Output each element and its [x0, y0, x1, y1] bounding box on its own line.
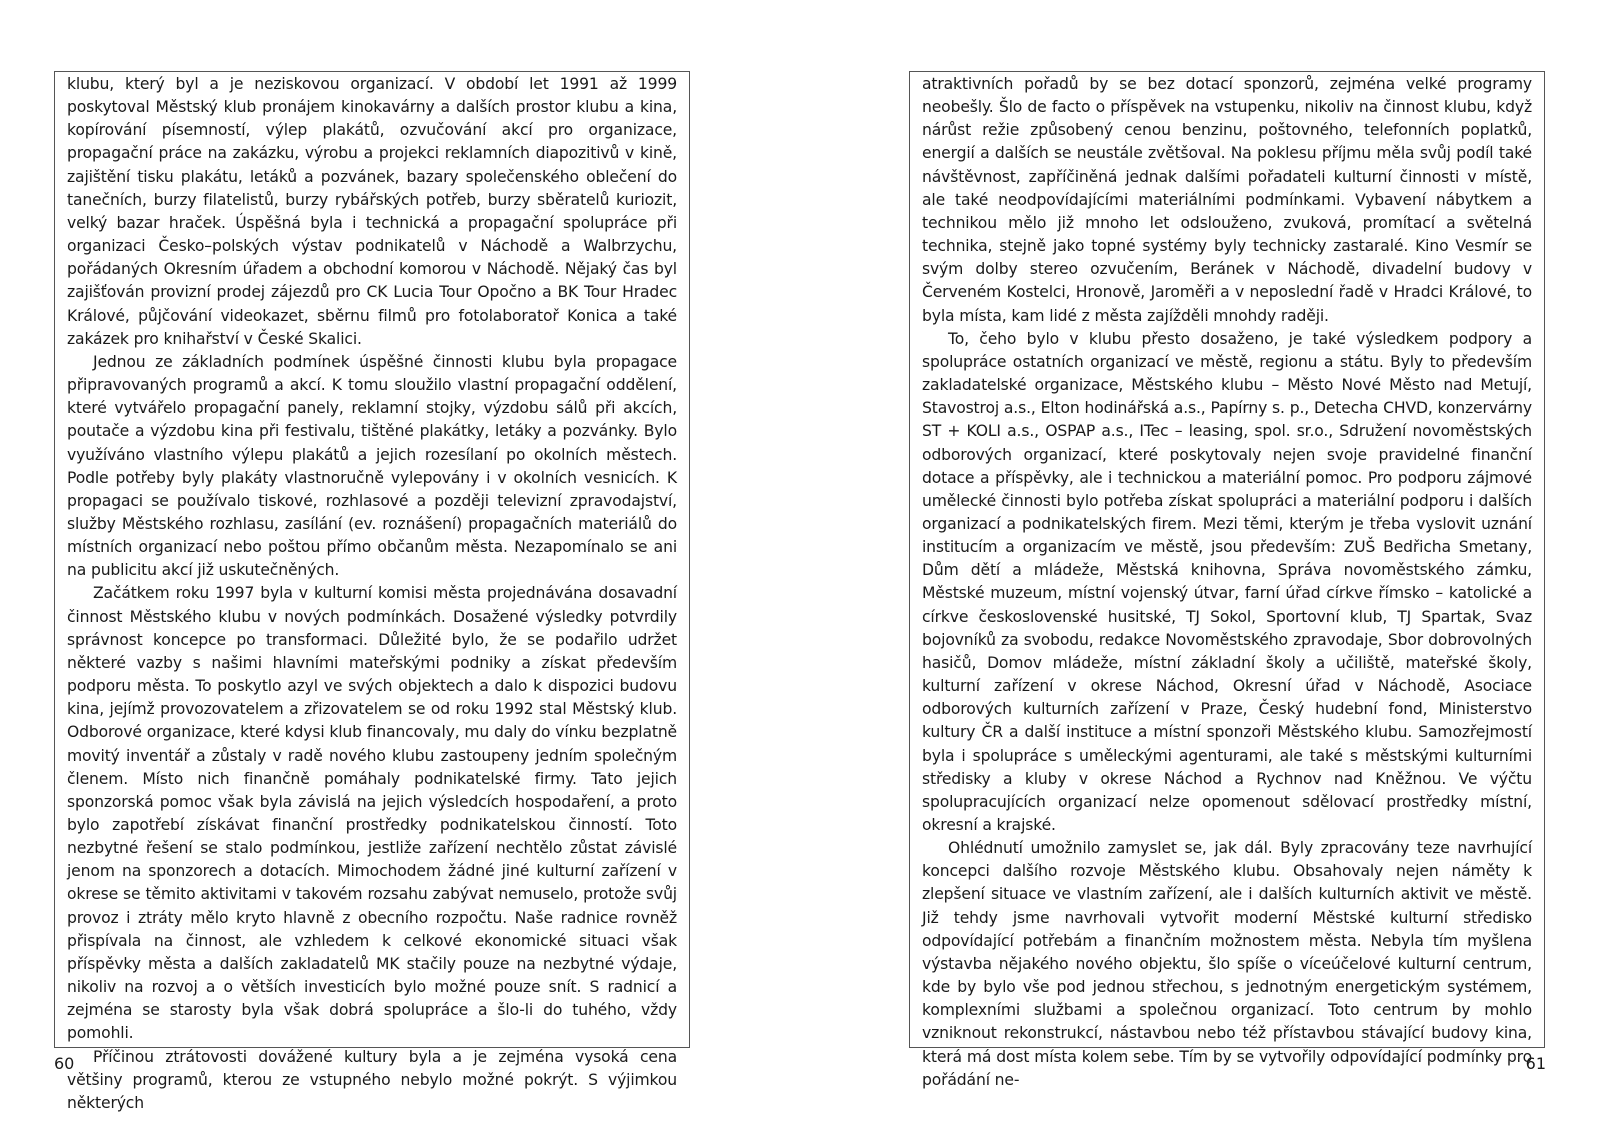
left-paragraph-2: Jednou ze základních podmínek úspěšné činnosti klubu byla propagace připravovaných programů a akcí. K tomu sloužilo vlastní propagační oddělení, které vytvářelo propagační panely, reklamní stojky, výzdobu sálů při akcích, poutače a výzdobu kina při festivalu, tištěné plakátky, letáky a pozvánky. Bylo využíváno vlastního výlepu plakátů a jejich rozesílaní po okolních městech. Podle potřeby byly plakáty vlastnoručně vylepovány i v okolních vesnicích. K propagaci se používalo tiskové, rozhlasové a později televizní zpravodajství, služby Městského rozhlasu, zasílání (ev. roznášení) propagačních materiálů do místních organizací nebo poštou přímo občanům města. Nezapomínalo se ani na publicitu akcí již uskutečněných.: [67, 352, 677, 580]
right-paragraph-1: atraktivních pořadů by se bez dotací sponzorů, zejména velké programy neobešly. Šlo de facto o příspěvek na vstupenku, nikoliv na činnost klubu, když nárůst režie způsobený cenou benzinu, poštovného, telefonních poplatků, energií a dalších se neustále zvětšoval. Na poklesu příjmu měla svůj podíl také návštěvnost, zapříčiněná jednak dalšími pořadateli kulturní činnosti v místě, ale také neodpovídajícími materiálními podmínkami. Vybavení nábytkem a technikou mělo již mnoho let odslouženo, zvuková, promítací a světelná technika, stejně jako topné systémy byly technicky zastaralé. Kino Vesmír se svým dolby stereo ozvučením, Beránek v Náchodě, divadelní budovy v Červeném Kostelci, Hronově, Jaroměři a v neposlední řadě v Hradci Králové, to byla místa, kam lidé z města zajížděli mnohdy raději.: [922, 75, 1532, 325]
right-paragraph-2: To, čeho bylo v klubu přesto dosaženo, je také výsledkem podpory a spolupráce ostatních organizací ve městě, regionu a státu. Byly to především zakladatelské organizace, Městského klubu – Město Nové Město nad Metují, Stavostroj a.s., Elton hodinářská a.s., Papírny s. p., Detecha CHVD, konzervárny ST + KOLI a.s., OSPAP a.s., ITec – leasing, spol. sr.o., Sdružení novoměstských odborových organizací, které poskytovaly nejen svoje pravidelné finanční dotace a příspěvky, ale i technickou a materiální pomoc. Pro podporu zájmové umělecké činnosti bylo potřeba získat spolupráci a materiální podporu i dalších organizací a podnikatelských firem. Mezi těmi, kterým je třeba vyslovit uznání institucím a organizacím ve městě, jsou především: ZUŠ Bedřicha Smetany, Dům dětí a mládeže, Městská knihovna, Správa novoměstského zámku, Městské muzeum, místní vojenský útvar, farní úřad církve římsko – katolické a církve československé husitské, TJ Sokol, Sportovní klub, TJ Spartak, Svaz bojovníků za svobodu, redakce Novoměstského zpravodaje, Sbor dobrovolných hasičů, Domov mládeže, místní základní školy a učiliště, mateřské školy, kulturní zařízení v okrese Náchod, Okresní úřad v Náchodě, Asociace odborových kulturních zařízení v Praze, Český hudební fond, Ministerstvo kultury ČR a další instituce a místní sponzoři Městského klubu. Samozřejmostí byla i spolupráce s uměleckými agenturami, ale také s městskými kulturními středisky a kluby v okrese Náchod a Rychnov nad Kněžnou. Ve výčtu spolupracujících organizací nelze opomenout sdělovací prostředky místní, okresní a krajské.: [922, 329, 1532, 834]
left-paragraph-3: Začátkem roku 1997 byla v kulturní komisi města projednávána dosavadní činnost Městského klubu v nových podmínkách. Dosažené výsledky potvrdily správnost koncepce po transformaci. Důležité bylo, že se podařilo udržet některé vazby s našimi hlavními mateřskými podniky a získat především podporu města. To poskytlo azyl ve svých objektech a dalo k dispozici budovu kina, jejímž provozovatelem a zřizovatelem se od roku 1992 stal Městský klub. Odborové organizace, které kdysi klub financovaly, mu daly do vínku bezplatně movitý inventář a zůstaly v radě nového klubu zastoupeny jedním společným členem. Místo nich finančně pomáhaly podnikatelské firmy. Tato jejich sponzorská pomoc však byla závislá na jejich výsledcích hospodaření, a proto bylo zapotřebí získávat finanční prostředky podnikatelskou činností. Toto nezbytné řešení se stalo podmínkou, jestliže zařízení nechtělo zůstat závislé jenom na sponzorech a dotacích. Mimochodem žádné jiné kulturní zařízení v okrese se těmito aktivitami v takovém rozsahu zabývat nemuselo, protože svůj provoz i ztráty mělo kryto hlavně z obecního rozpočtu. Naše radnice rovněž přispívala na činnost, ale vzhledem k celkové ekonomické situaci však příspěvky města a dalších zakladatelů MK stačily pouze na nezbytné výdaje, nikoliv na rozvoj a o větších investicích bylo možné pouze snít. S radnicí a zejména se starosty byla však dobrá spolupráce a šlo-li do tuhého, vždy pomohli.: [67, 584, 677, 1043]
right-paragraph-3: Ohlédnutí umožnilo zamyslet se, jak dál. Byly zpracovány teze navrhující koncepci dalšího rozvoje Městského klubu. Obsahovaly nejen náměty k zlepšení situace ve vlastním zařízení, ale i dalších kulturních aktivit ve městě. Již tehdy jsme navrhovali vytvořit moderní Městské kulturní středisko odpovídající potřebám a finančním možnostem města. Nebyla tím myšlena výstavba nějakého nového objektu, šlo spíše o víceúčelové kulturní centrum, kde by bylo vše pod jednou střechou, s jednotným energetickým systémem, komplexními službami a společnou organizací. Toto centrum by mohlo vzniknout rekonstrukcí, nástavbou nebo též přístavbou stávající budovy kina, která má dost místa kolem sebe. Tím by se vytvořily odpovídající podmínky pro pořádání ne-: [922, 839, 1532, 1089]
right-page-number: 61: [1525, 1054, 1546, 1073]
left-paragraph-4: Příčinou ztrátovosti dovážené kultury byla a je zejména vysoká cena většiny programů, kterou ze vstupného nebylo možné pokrýt. S výjimkou některých: [67, 1047, 677, 1112]
left-paragraph-1: klubu, který byl a je neziskovou organizací. V období let 1991 až 1999 poskytoval Městský klub pronájem kinokavárny a dalších prostor klubu a kina, kopírování písemností, výlep plakátů, ozvučování akcí pro organizace, propagační práce na zakázku, výrobu a projekci reklamních diapozitivů v kině, zajištění tisku plakátu, letáků a pozvánek, bazary společenského oblečení do tanečních, burzy filatelistů, burzy rybářských potřeb, burzy sběratelů kuriozit, velký bazar hraček. Úspěšná byla i technická a propagační spolupráce při organizaci Česko–polských výstav podnikatelů v Náchodě a Walbrzychu, pořádaných Okresním úřadem a obchodní komorou v Náchodě. Nějaký čas byl zajišťován provizní prodej zájezdů pro CK Lucia Tour Opočno a BK Tour Hradec Králové, půjčování videokazet, sběrnu filmů pro fotolaboratoř Konica a také zakázek pro knihařství v České Skalici.: [67, 75, 677, 348]
left-page-number: 60: [54, 1054, 75, 1073]
